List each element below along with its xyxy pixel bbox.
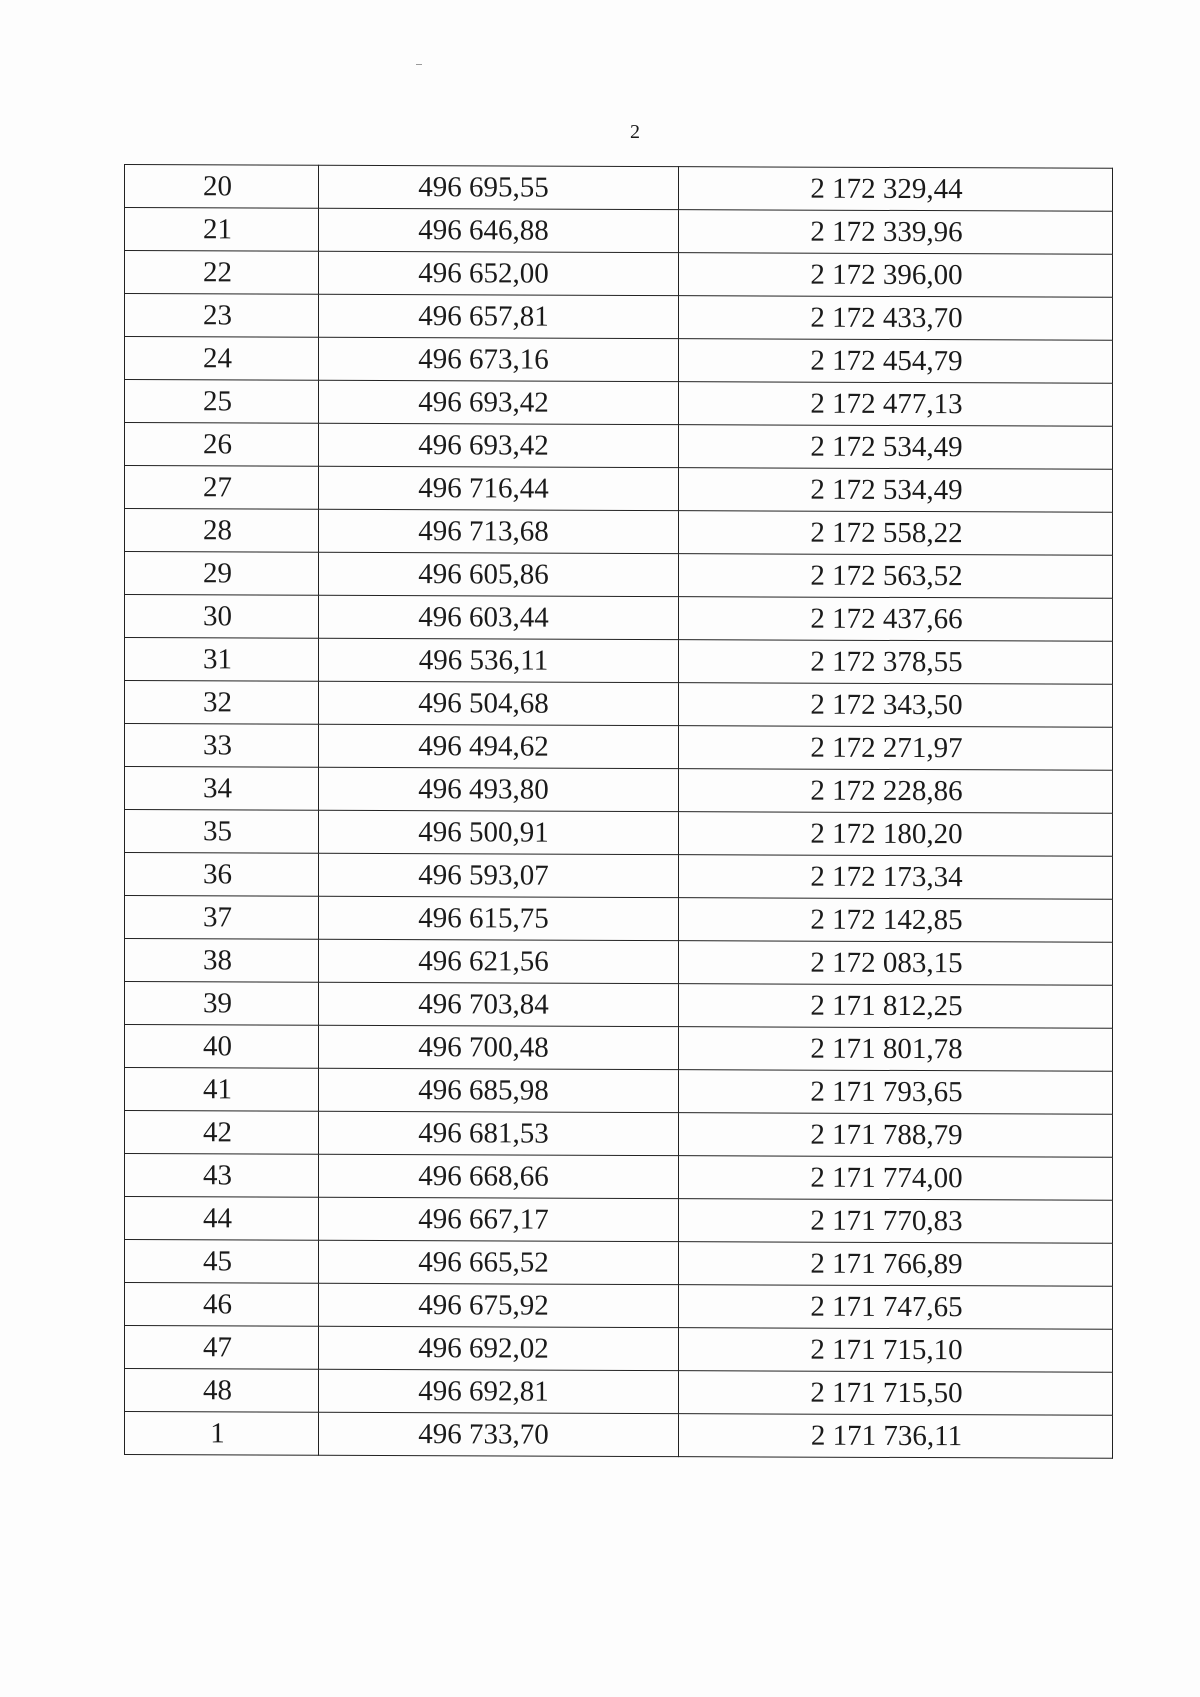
point-number-cell: 25	[125, 380, 319, 424]
x-coordinate-cell: 496 693,42	[319, 423, 679, 467]
x-coordinate-cell: 496 657,81	[319, 294, 679, 338]
y-coordinate-cell: 2 172 534,49	[679, 468, 1113, 513]
page-number: 2	[630, 121, 640, 143]
table-row	[125, 165, 1113, 212]
y-coordinate-cell: 2 171 766,89	[679, 1242, 1113, 1287]
x-coordinate-cell: 496 700,48	[319, 1025, 679, 1069]
point-number-cell: 22	[125, 251, 319, 295]
x-coordinate-cell: 496 593,07	[319, 853, 679, 897]
table-row	[125, 1412, 1113, 1459]
point-number-cell: 28	[125, 509, 319, 553]
point-number-cell: 32	[125, 681, 319, 725]
y-coordinate-cell: 2 171 747,65	[679, 1285, 1113, 1330]
point-number-cell: 38	[125, 939, 319, 983]
point-number-cell: 23	[125, 294, 319, 338]
x-coordinate-cell: 496 615,75	[319, 896, 679, 940]
point-number-cell: 21	[125, 208, 319, 252]
y-coordinate-cell: 2 172 142,85	[679, 898, 1113, 943]
table-row	[125, 638, 1113, 685]
y-coordinate-cell: 2 172 378,55	[679, 640, 1113, 685]
y-coordinate-cell: 2 171 774,00	[679, 1156, 1113, 1201]
point-number-cell: 20	[125, 165, 319, 209]
table-row	[125, 466, 1113, 513]
point-number-cell: 48	[125, 1369, 319, 1413]
x-coordinate-cell: 496 716,44	[319, 466, 679, 510]
scan-speck	[416, 64, 422, 65]
table-row	[125, 767, 1113, 814]
y-coordinate-cell: 2 172 173,34	[679, 855, 1113, 900]
y-coordinate-cell: 2 172 083,15	[679, 941, 1113, 986]
table-row	[125, 853, 1113, 900]
table-row	[125, 423, 1113, 470]
table-row	[125, 896, 1113, 943]
x-coordinate-cell: 496 500,91	[319, 810, 679, 854]
table-row	[125, 1025, 1113, 1072]
point-number-cell: 31	[125, 638, 319, 682]
y-coordinate-cell: 2 172 180,20	[679, 812, 1113, 857]
point-number-cell: 43	[125, 1154, 319, 1198]
y-coordinate-cell: 2 171 801,78	[679, 1027, 1113, 1072]
y-coordinate-cell: 2 172 329,44	[679, 167, 1113, 212]
point-number-cell: 1	[125, 1412, 319, 1456]
x-coordinate-cell: 496 713,68	[319, 509, 679, 553]
x-coordinate-cell: 496 494,62	[319, 724, 679, 768]
x-coordinate-cell: 496 733,70	[319, 1412, 679, 1456]
x-coordinate-cell: 496 667,17	[319, 1197, 679, 1241]
table-row	[125, 1068, 1113, 1115]
table-row	[125, 1154, 1113, 1201]
x-coordinate-cell: 496 504,68	[319, 681, 679, 725]
y-coordinate-cell: 2 172 343,50	[679, 683, 1113, 728]
y-coordinate-cell: 2 171 736,11	[679, 1414, 1113, 1459]
table-row	[125, 681, 1113, 728]
x-coordinate-cell: 496 693,42	[319, 380, 679, 424]
point-number-cell: 41	[125, 1068, 319, 1112]
point-number-cell: 36	[125, 853, 319, 897]
table-row	[125, 509, 1113, 556]
table-row	[125, 251, 1113, 298]
table-row	[125, 724, 1113, 771]
x-coordinate-cell: 496 675,92	[319, 1283, 679, 1327]
x-coordinate-cell: 496 665,52	[319, 1240, 679, 1284]
point-number-cell: 33	[125, 724, 319, 768]
y-coordinate-cell: 2 171 770,83	[679, 1199, 1113, 1244]
point-number-cell: 39	[125, 982, 319, 1026]
table-row	[125, 982, 1113, 1029]
point-number-cell: 29	[125, 552, 319, 596]
table-row	[125, 208, 1113, 255]
point-number-cell: 47	[125, 1326, 319, 1370]
x-coordinate-cell: 496 692,81	[319, 1369, 679, 1413]
table-row	[125, 1283, 1113, 1330]
y-coordinate-cell: 2 171 812,25	[679, 984, 1113, 1029]
point-number-cell: 24	[125, 337, 319, 381]
table-row	[125, 1197, 1113, 1244]
point-number-cell: 27	[125, 466, 319, 510]
y-coordinate-cell: 2 171 715,10	[679, 1328, 1113, 1373]
x-coordinate-cell: 496 652,00	[319, 251, 679, 295]
y-coordinate-cell: 2 172 477,13	[679, 382, 1113, 427]
y-coordinate-cell: 2 172 271,97	[679, 726, 1113, 771]
coordinates-table-body	[125, 165, 1113, 1459]
table-row	[125, 1111, 1113, 1158]
point-number-cell: 45	[125, 1240, 319, 1284]
point-number-cell: 37	[125, 896, 319, 940]
point-number-cell: 44	[125, 1197, 319, 1241]
x-coordinate-cell: 496 703,84	[319, 982, 679, 1026]
x-coordinate-cell: 496 603,44	[319, 595, 679, 639]
table-row	[125, 294, 1113, 341]
table-row	[125, 1326, 1113, 1373]
y-coordinate-cell: 2 172 228,86	[679, 769, 1113, 814]
y-coordinate-cell: 2 172 433,70	[679, 296, 1113, 341]
x-coordinate-cell: 496 536,11	[319, 638, 679, 682]
y-coordinate-cell: 2 171 788,79	[679, 1113, 1113, 1158]
x-coordinate-cell: 496 493,80	[319, 767, 679, 811]
x-coordinate-cell: 496 668,66	[319, 1154, 679, 1198]
y-coordinate-cell: 2 172 454,79	[679, 339, 1113, 384]
y-coordinate-cell: 2 172 558,22	[679, 511, 1113, 556]
table-row	[125, 1240, 1113, 1287]
table-row	[125, 380, 1113, 427]
point-number-cell: 30	[125, 595, 319, 639]
point-number-cell: 35	[125, 810, 319, 854]
y-coordinate-cell: 2 172 437,66	[679, 597, 1113, 642]
y-coordinate-cell: 2 172 396,00	[679, 253, 1113, 298]
table-row	[125, 595, 1113, 642]
table-row	[125, 810, 1113, 857]
x-coordinate-cell: 496 646,88	[319, 208, 679, 252]
x-coordinate-cell: 496 695,55	[319, 165, 679, 209]
x-coordinate-cell: 496 605,86	[319, 552, 679, 596]
point-number-cell: 34	[125, 767, 319, 811]
x-coordinate-cell: 496 681,53	[319, 1111, 679, 1155]
table-row	[125, 939, 1113, 986]
coordinates-table	[124, 164, 1113, 1459]
table-row	[125, 552, 1113, 599]
y-coordinate-cell: 2 172 534,49	[679, 425, 1113, 470]
y-coordinate-cell: 2 172 563,52	[679, 554, 1113, 599]
y-coordinate-cell: 2 171 793,65	[679, 1070, 1113, 1115]
point-number-cell: 26	[125, 423, 319, 467]
x-coordinate-cell: 496 685,98	[319, 1068, 679, 1112]
table-row	[125, 1369, 1113, 1416]
point-number-cell: 40	[125, 1025, 319, 1069]
x-coordinate-cell: 496 621,56	[319, 939, 679, 983]
x-coordinate-cell: 496 692,02	[319, 1326, 679, 1370]
point-number-cell: 46	[125, 1283, 319, 1327]
y-coordinate-cell: 2 171 715,50	[679, 1371, 1113, 1416]
x-coordinate-cell: 496 673,16	[319, 337, 679, 381]
y-coordinate-cell: 2 172 339,96	[679, 210, 1113, 255]
table-row	[125, 337, 1113, 384]
point-number-cell: 42	[125, 1111, 319, 1155]
